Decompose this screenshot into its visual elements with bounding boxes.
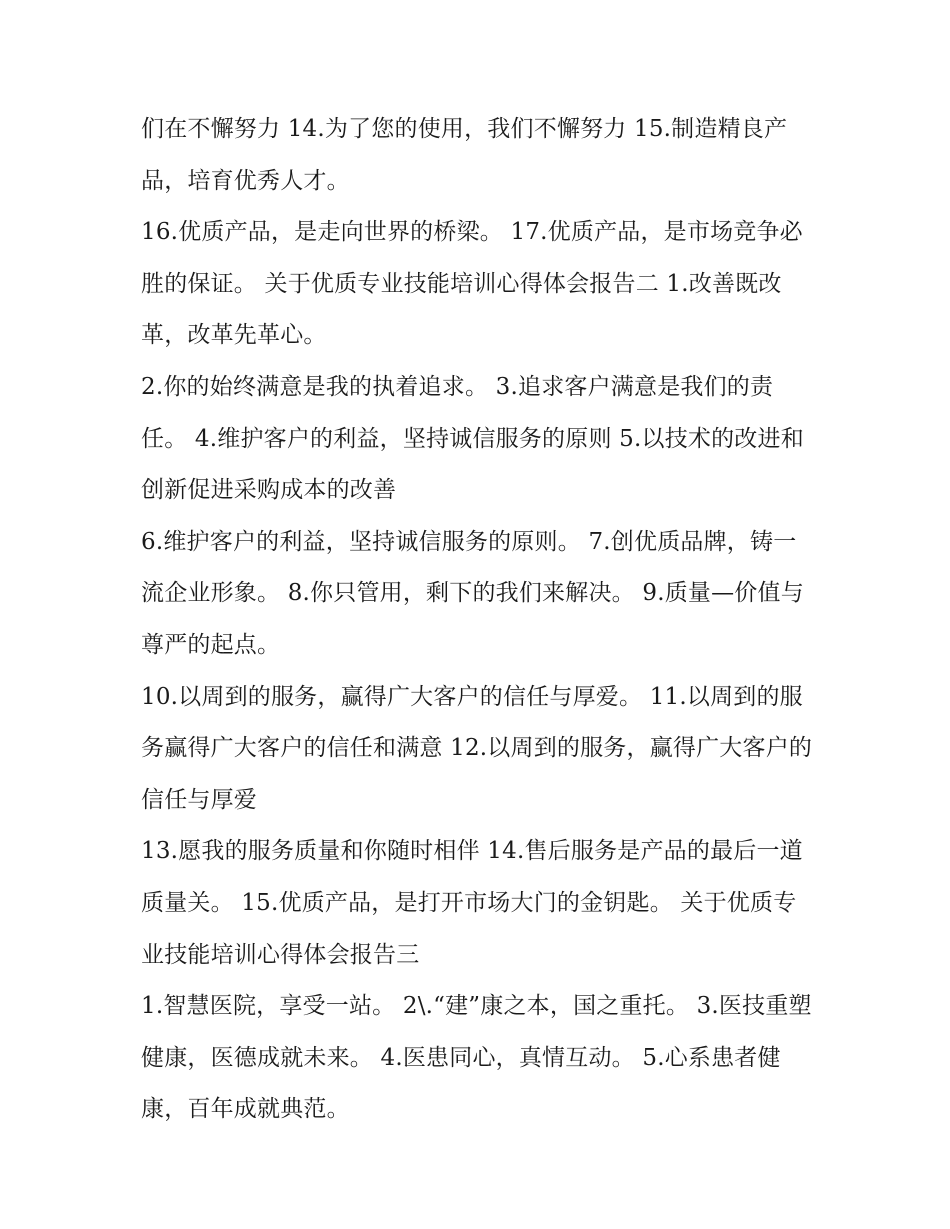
paragraph-7: 1.智慧医院，享受一站。 2\.“建”康之本，国之重托。 3.医技重塑健康，医德成就未来。 4.医患同心，真情互动。 5.心系患者健康，百年成就典范。 [141, 993, 812, 1123]
paragraph-6: 13.愿我的服务质量和你随时相伴 14.售后服务是产品的最后一道质量关。 15.优质产品，是打开市场大门的金钥匙。 关于优质专业技能培训心得体会报告三 [141, 838, 803, 968]
paragraph-5: 10.以周到的服务，赢得广大客户的信任与厚爱。 11.以周到的服务赢得广大客户的信任和满意 12.以周到的服务，赢得广大客户的信任与厚爱 [141, 683, 813, 813]
paragraph-1: 们在不懈努力 14.为了您的使用，我们不懈努力 15.制造精良产品，培育优秀人才。 [141, 116, 788, 194]
paragraph-2: 16.优质产品，是走向世界的桥梁。 17.优质产品，是市场竞争必胜的保证。 关于优质专业技能培训心得体会报告二 1.改善既改革，改革先革心。 [141, 219, 803, 349]
document-body [141, 104, 813, 1136]
paragraph-4: 6.维护客户的利益，坚持诚信服务的原则。 7.创优质品牌，铸一流企业形象。 8.你只管用，剩下的我们来解决。 9.质量—价值与尊严的起点。 [141, 528, 804, 658]
paragraph-3: 2.你的始终满意是我的执着追求。 3.追求客户满意是我们的责任。 4.维护客户的利益，坚持诚信服务的原则 5.以技术的改进和创新促进采购成本的改善 [141, 373, 804, 504]
